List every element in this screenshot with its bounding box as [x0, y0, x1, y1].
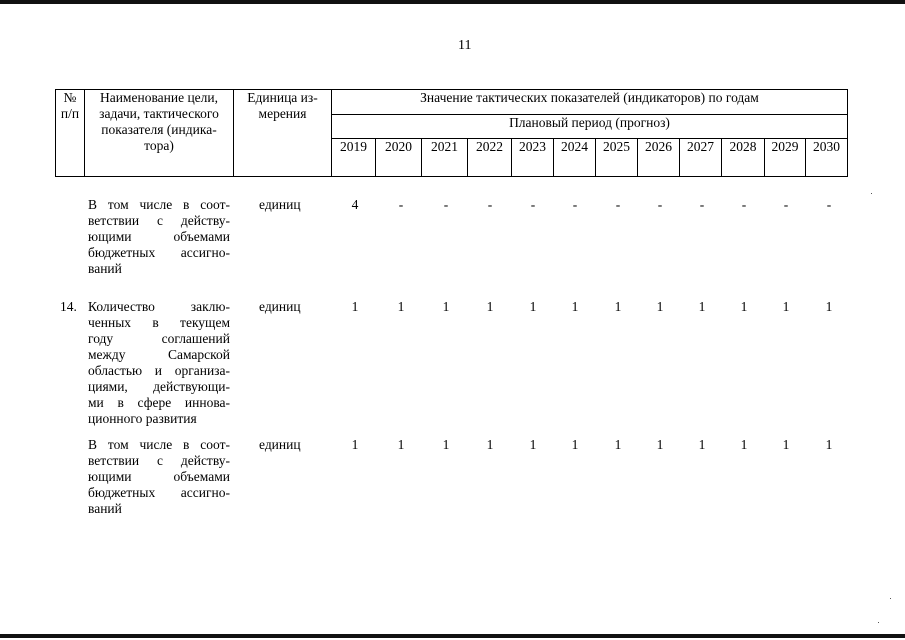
row-value: 1 — [442, 437, 450, 452]
row-name-line: году соглашений — [88, 331, 230, 346]
header-year: 2019 — [332, 139, 376, 177]
row-name-line: ваний — [88, 261, 122, 276]
header-number-cell — [56, 90, 85, 177]
row-value: 1 — [740, 437, 748, 452]
row-value: 1 — [614, 299, 622, 314]
row-value: 1 — [740, 299, 748, 314]
header-year: 2028 — [722, 139, 765, 177]
row-3-name — [88, 437, 230, 517]
row-value: 1 — [571, 437, 579, 452]
header-unit-cell — [234, 90, 332, 177]
row-name-line: циями, действующи- — [88, 379, 230, 394]
row-value: 1 — [529, 299, 537, 314]
row-value: - — [699, 197, 705, 212]
header-number-line: № — [63, 90, 77, 105]
header-unit-line: Единица из- — [247, 90, 318, 105]
row-name-line: бюджетных ассигно- — [88, 245, 230, 260]
scan-speck — [890, 598, 891, 599]
row-value: 1 — [486, 437, 494, 452]
page-number: 11 — [458, 38, 472, 53]
row-2-unit: единиц — [259, 299, 301, 314]
header-year: 2027 — [680, 139, 722, 177]
row-value: 1 — [397, 299, 405, 314]
row-value: - — [741, 197, 747, 212]
row-value: - — [398, 197, 404, 212]
scan-top-border — [0, 0, 905, 4]
row-value: - — [826, 197, 832, 212]
row-name-line: ционного развития — [88, 411, 197, 426]
row-value: 1 — [782, 437, 790, 452]
scan-bottom-border — [0, 634, 905, 638]
row-value: 1 — [397, 437, 405, 452]
header-number-line: п/п — [60, 106, 80, 121]
header-unit-line: мерения — [258, 106, 307, 121]
row-name-line: ющими объемами — [88, 229, 230, 244]
row-2-name — [88, 299, 230, 427]
row-value: - — [487, 197, 493, 212]
row-name-line: ветствии с действу- — [88, 213, 230, 228]
header-name-line: Наименование цели, — [99, 90, 219, 105]
header-year: 2023 — [512, 139, 554, 177]
row-value: 1 — [656, 299, 664, 314]
row-name-line: ваний — [88, 501, 122, 516]
row-1-unit: единиц — [259, 197, 301, 212]
row-value: - — [615, 197, 621, 212]
row-value: 4 — [351, 197, 359, 212]
row-value: 1 — [782, 299, 790, 314]
row-value: - — [530, 197, 536, 212]
row-value: 1 — [351, 299, 359, 314]
row-name-line: ми в сфере иннова- — [88, 395, 230, 410]
row-value: - — [572, 197, 578, 212]
scan-speck — [871, 193, 872, 194]
row-value: 1 — [698, 299, 706, 314]
header-period: Плановый период (прогноз) — [332, 115, 848, 139]
header-name-line: задачи, тактического — [99, 106, 219, 121]
row-name-line: бюджетных ассигно- — [88, 485, 230, 500]
row-name-line: В том числе в соот- — [88, 197, 230, 212]
header-year: 2020 — [376, 139, 422, 177]
header-year: 2030 — [806, 139, 848, 177]
header-year: 2022 — [468, 139, 512, 177]
header-year: 2021 — [422, 139, 468, 177]
row-name-line: областью и организа- — [88, 363, 230, 378]
header-name-line: показателя (индика- — [101, 122, 217, 137]
header-year: 2024 — [554, 139, 596, 177]
row-name-line: между Самарской — [88, 347, 230, 362]
scan-speck — [878, 622, 879, 623]
row-name-line: ченных в текущем — [88, 315, 230, 330]
header-values-title: Значение тактических показателей (индикаторов) по годам — [332, 90, 848, 115]
row-value: 1 — [825, 299, 833, 314]
row-3-unit: единиц — [259, 437, 301, 452]
header-year: 2026 — [638, 139, 680, 177]
row-1-name — [88, 197, 230, 277]
row-name-line: В том числе в соот- — [88, 437, 230, 452]
table-header — [55, 89, 848, 177]
header-name-cell — [85, 90, 234, 177]
row-2-number: 14. — [60, 299, 77, 314]
row-value: 1 — [442, 299, 450, 314]
row-value: - — [443, 197, 449, 212]
row-value: 1 — [825, 437, 833, 452]
row-value: 1 — [529, 437, 537, 452]
row-value: 1 — [486, 299, 494, 314]
row-value: 1 — [351, 437, 359, 452]
header-name-line: тора) — [144, 138, 174, 153]
row-value: - — [783, 197, 789, 212]
row-name-line: Количество заклю- — [88, 299, 230, 314]
row-name-line: ющими объемами — [88, 469, 230, 484]
row-value: 1 — [614, 437, 622, 452]
row-value: 1 — [571, 299, 579, 314]
row-name-line: ветствии с действу- — [88, 453, 230, 468]
row-value: - — [657, 197, 663, 212]
row-value: 1 — [698, 437, 706, 452]
header-year: 2025 — [596, 139, 638, 177]
header-year: 2029 — [765, 139, 806, 177]
row-value: 1 — [656, 437, 664, 452]
